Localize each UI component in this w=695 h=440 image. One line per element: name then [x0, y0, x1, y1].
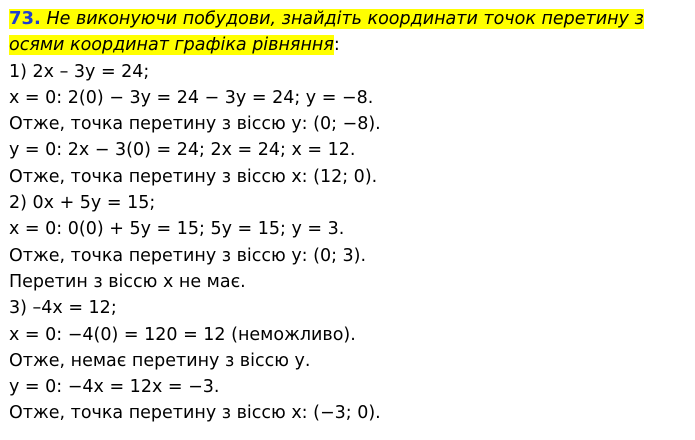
solution-line: Отже, немає перетину з віссю у.: [9, 350, 311, 371]
solution-line: 3) –4x = 12;: [9, 298, 117, 319]
solution-line: 1) 2x – 3y = 24;: [9, 61, 150, 82]
solution-line: x = 0: 2(0) − 3y = 24 − 3y = 24; y = −8.: [9, 87, 374, 108]
solution-line: y = 0: −4x = 12x = −3.: [9, 377, 220, 398]
solution-line: Отже, точка перетину з віссю у: (0; 3).: [9, 245, 367, 266]
task-colon: :: [333, 34, 340, 55]
solution-line: 2) 0x + 5y = 15;: [9, 193, 156, 214]
solution-line: Перетин з віссю х не має.: [9, 271, 246, 292]
solution-document: [9, 6, 689, 427]
solution-line: x = 0: −4(0) = 120 = 12 (неможливо).: [9, 324, 356, 345]
task-statement: Не виконуючи побудови, знайдіть координати точок перетину з осями координат графіка рівняння: [9, 9, 644, 55]
task-heading: [9, 6, 689, 59]
solution-line: y = 0: 2x − 3(0) = 24; 2x = 24; x = 12.: [9, 140, 356, 161]
solution-line: x = 0: 0(0) + 5y = 15; 5y = 15; y = 3.: [9, 219, 345, 240]
task-number: 73.: [9, 8, 41, 29]
solution-line: Отже, точка перетину з віссю х: (−3; 0).: [9, 403, 381, 424]
task-highlight: [9, 9, 644, 55]
solution-line: Отже, точка перетину з віссю х: (12; 0).: [9, 166, 378, 187]
solution-line: Отже, точка перетину з віссю у: (0; −8).: [9, 114, 381, 135]
